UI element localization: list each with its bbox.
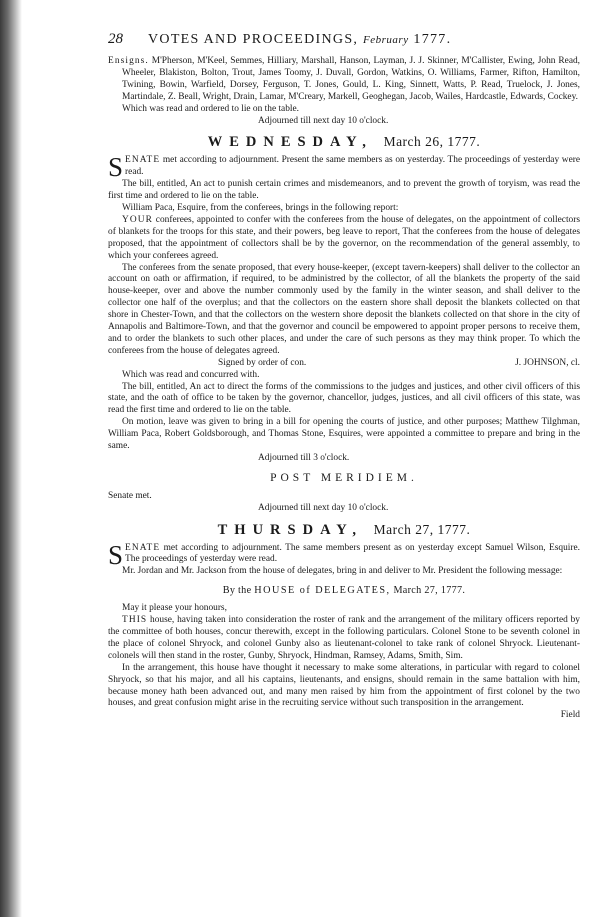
title-month: February bbox=[363, 34, 409, 46]
book-spine-shadow bbox=[0, 0, 22, 917]
thursday-day: THURSDAY, bbox=[217, 521, 363, 538]
message-opening-word: THIS bbox=[122, 615, 148, 626]
signer-name: J. JOHNSON, cl. bbox=[515, 357, 580, 368]
wednesday-adjourned: Adjourned till 3 o'clock. bbox=[258, 453, 350, 463]
house-by: By the bbox=[222, 585, 252, 597]
page-title bbox=[148, 34, 451, 47]
post-meridiem-heading: POST MERIDIEM. bbox=[270, 471, 418, 484]
ensigns-read-line: Which was read and ordered to lie on the table. bbox=[122, 103, 300, 114]
ensigns-list bbox=[108, 56, 580, 104]
wednesday-day: WEDNESDAY, bbox=[207, 134, 373, 151]
post-meridiem-senate-met: Senate met. bbox=[108, 490, 152, 501]
wednesday-conferees-report bbox=[108, 215, 580, 263]
senate-drop-cap: S bbox=[108, 152, 124, 183]
wednesday-heading bbox=[108, 136, 580, 149]
thursday-senate-met bbox=[108, 539, 580, 570]
document-page bbox=[24, 0, 588, 917]
thursday-date: March 27, 1777. bbox=[373, 521, 471, 537]
report-opening-word: YOUR bbox=[122, 214, 153, 225]
senate-word: ENATE bbox=[125, 155, 161, 166]
wednesday-senate-met bbox=[108, 152, 581, 183]
ensigns-names: M'Pherson, M'Keel, Semmes, Hilliary, Marshall, Hanson, Layman, J. J. Skinner, M'Callister, Ewing, John Read, Wheeler, Blakiston, Bolton, Trout, James Toomy, J. Duvall, Gordon, Watkins, O. Williams, Farmer, Rifton, Hamilton, Twining, Bowin, Warfield, Dorsey, Ferguson, T. Jones, Gould, L. King, Sinnett, Watts, P. Read, Truelock, J. Jones, Martindale, Z. Beall, Wright, Drain, Lamar, M'Creary, Markell, Geoghegan, Jacob, Wailes, Hardcastle, Edwards, Cockey. bbox=[122, 56, 581, 102]
signature-line bbox=[108, 358, 580, 370]
ensigns-label: Ensigns. bbox=[108, 56, 149, 66]
title-main: VOTES AND PROCEEDINGS, bbox=[148, 32, 359, 47]
message-arrangement-paragraph: In the arrangement, this house have thought it necessary to make some alterations, in particular with regard to colonel Shryock, so that his major, and all his captains, lieutenants, and ensigns, should remain in the same battalion with him, because money hath been advanced out, and many men raised by him from the appointment of first colonel by the two houses, and great confusion might arise in the recruiting service without such transposition in the arrangement. bbox=[108, 662, 580, 709]
house-date: March 27, 1777. bbox=[393, 585, 466, 597]
page-number: 28 bbox=[108, 31, 123, 47]
wednesday-concurred: Which was read and concurred with. bbox=[122, 369, 260, 380]
senate-drop-cap-thursday: S bbox=[108, 539, 124, 570]
signed-by-order: Signed by order of con. bbox=[218, 357, 307, 368]
thursday-p1: met according to adjournment. The same members present as on yesterday except Samuel Wilson, Esquire. The proceedings of yesterday were read. bbox=[125, 542, 580, 565]
house-of-delegates-heading bbox=[108, 585, 580, 597]
wednesday-bill-toryism: The bill, entitled, An act to punish certain crimes and misdemeanors, and to prevent the growth of toryism, was read the first time and ordered to lie on the table. bbox=[108, 179, 580, 202]
running-head bbox=[108, 31, 580, 54]
wednesday-date: March 26, 1777. bbox=[383, 134, 481, 150]
wednesday-p1: met according to adjournment. Present the same members as on yesterday. The proceedings of yesterday were read. bbox=[125, 155, 581, 178]
wednesday-senate-proposal: The conferees from the senate proposed, that every house-keeper, (except tavern-keepers) shall deliver to the collector an account on oath or affirmation, if required, to be administred by the collector, of all the blankets the property of the said house-keeper, over and above the number commonly used by the family in the winter season, and shall deliver to the collector one half of the overplus; and that the collectors on the eastern shore shall deposit the blankets collected on that shore in Chester-Town, and that the collectors on the western shore deposit the blankets collected on that shore in the city of Annapolis and Baltimore-Town, and that the governor and council be empowered to appoint proper persons to receive them, and to order the blankets to such other places, and under the care of such persons as they may think proper. To which the conferees from the house of delegates agreed. bbox=[108, 262, 580, 356]
wednesday-motion-courts: On motion, leave was given to bring in a bill for opening the courts of justice, and other purposes; Matthew Tilghman, William Paca, Robert Goldsborough, and Thomas Stone, Esquires, were appointed a committee to prepare and bring in the same. bbox=[108, 417, 580, 452]
message-roster-paragraph bbox=[108, 615, 580, 663]
catchword: Field bbox=[560, 710, 580, 721]
wednesday-paca-report: William Paca, Esquire, from the conferees, brings in the following report: bbox=[122, 202, 399, 213]
thursday-message-delivery: Mr. Jordan and Mr. Jackson from the house of delegates, bring in and deliver to Mr. President the following message: bbox=[122, 566, 563, 577]
title-year: 1777. bbox=[413, 32, 452, 47]
ensigns-adjourned: Adjourned till next day 10 o'clock. bbox=[258, 115, 389, 126]
house-name: HOUSE of DELEGATES, bbox=[254, 585, 391, 597]
message-roster-text: house, having taken into consideration the roster of rank and the arrangement of the military officers reported by the committee of both houses, concur therewith, except in the following particulars. Colonel Stone to be seventh colonel in the place of colonel Shryock, and colonel Gunby also as lieutenant-colonel to take rank of colonel Shryock. Lieutenant-colonels will then stand in the roster, Gunby, Shryock, Hindman, Ramsey, Adams, Smith, Sim. bbox=[108, 615, 580, 661]
report-text: conferees, appointed to confer with the conferees from the house of delegates, on the appointment of collectors of blankets for the troops for this state, and their powers, beg leave to report, That the conferees from the house of delegates proposed, that the appointment of collectors shall be by the governor, on the recommendation of the general assembly, to which your conferees agreed. bbox=[108, 214, 581, 261]
senate-word-thursday: ENATE bbox=[125, 542, 161, 553]
post-meridiem-adjourned: Adjourned till next day 10 o'clock. bbox=[258, 502, 389, 513]
thursday-heading bbox=[108, 521, 580, 538]
message-salutation: May it please your honours, bbox=[122, 603, 227, 614]
wednesday-commissions-bill: The bill, entitled, An act to direct the forms of the commissions to the judges and justices, and other civil officers of this state, and the oath of office to be taken by the governor, chancellor, judges, justices, and all civil officers of this state, was read the first time and ordered to lie on the table. bbox=[108, 381, 580, 416]
